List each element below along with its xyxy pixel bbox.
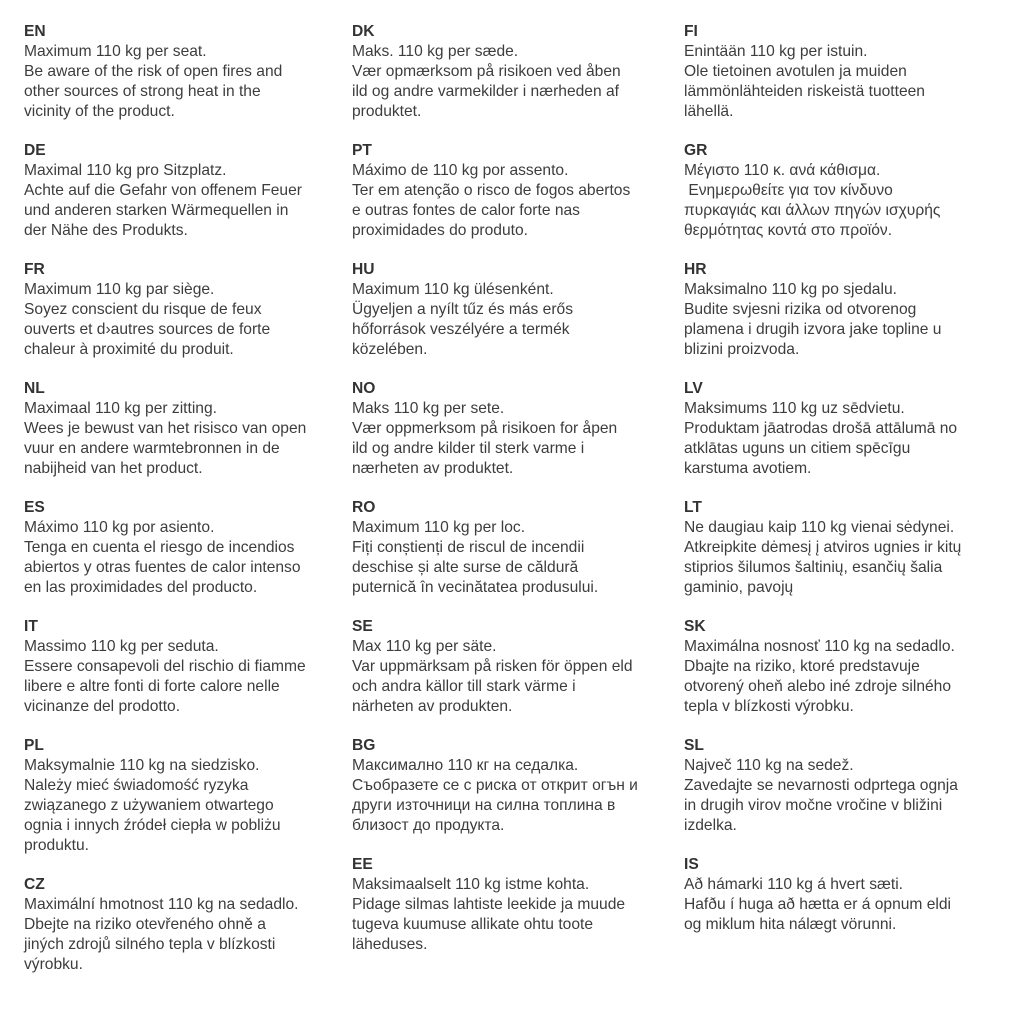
text-line: Maksimums 110 kg uz sēdvietu. bbox=[684, 400, 905, 417]
text-line: nabijheid van het product. bbox=[24, 460, 203, 477]
language-block bbox=[352, 498, 684, 598]
instruction-text bbox=[24, 42, 352, 122]
text-line: Pidage silmas lahtiste leekide ja muude bbox=[352, 896, 626, 913]
instruction-text bbox=[24, 637, 352, 717]
text-line: Maximálna nosnosť 110 kg na sedadlo. bbox=[684, 638, 955, 655]
text-line: Maximum 110 kg per loc. bbox=[352, 519, 526, 536]
text-line: Maksimaalselt 110 kg istme kohta. bbox=[352, 876, 590, 893]
language-code-heading: FI bbox=[684, 23, 698, 40]
text-line: Enintään 110 kg per istuin. bbox=[684, 43, 868, 60]
text-line: jiných zdrojů silného tepla v blízkosti bbox=[24, 936, 276, 953]
text-line: Съобразете се с риска от открит огън и bbox=[352, 777, 638, 794]
language-block bbox=[684, 855, 1024, 935]
text-line: tepla v blízkosti výrobku. bbox=[684, 698, 854, 715]
text-line: libere e altre fonti di forte calore nelle bbox=[24, 678, 280, 695]
text-line: Največ 110 kg na sedež. bbox=[684, 757, 854, 774]
language-code-heading: SK bbox=[684, 618, 706, 635]
text-line: ild og andre kilder til sterk varme i bbox=[352, 440, 585, 457]
text-line: puternică în vecinătatea produsului. bbox=[352, 579, 599, 596]
language-block bbox=[684, 260, 1024, 360]
language-block bbox=[684, 736, 1024, 836]
language-code-heading: PT bbox=[352, 142, 372, 159]
language-block bbox=[24, 260, 352, 360]
text-line: Produktam jāatrodas drošā attālumā no bbox=[684, 420, 958, 437]
language-block bbox=[684, 498, 1024, 598]
text-line: ild og andre varmekilder i nærheden af bbox=[352, 83, 619, 100]
column-right bbox=[684, 22, 1024, 1024]
text-line: Μέγιστο 110 κ. ανά κάθισμα. bbox=[684, 162, 881, 179]
text-line: produktu. bbox=[24, 837, 90, 854]
text-line: Atkreipkite dėmesį į atviros ugnies ir kitų bbox=[684, 539, 962, 556]
language-block bbox=[684, 141, 1024, 241]
instruction-text bbox=[684, 280, 1024, 360]
text-line: lähellä. bbox=[684, 103, 734, 120]
language-code-heading: PL bbox=[24, 737, 44, 754]
text-line: Ügyeljen a nyílt tűz és más erős bbox=[352, 301, 574, 318]
column-left bbox=[24, 22, 352, 1024]
text-line: og miklum hita nálægt vörunni. bbox=[684, 916, 897, 933]
language-block bbox=[684, 617, 1024, 717]
text-line: plamena i drugih izvora jake topline u bbox=[684, 321, 942, 338]
instruction-text bbox=[352, 637, 684, 717]
text-line: in drugih virov močne vročine v bližini bbox=[684, 797, 943, 814]
text-line: други източници на силна топлина в bbox=[352, 797, 616, 814]
instruction-text bbox=[352, 875, 684, 955]
language-block bbox=[24, 379, 352, 479]
text-line: Maximum 110 kg per seat. bbox=[24, 43, 207, 60]
language-code-heading: IT bbox=[24, 618, 38, 635]
instruction-text bbox=[352, 518, 684, 598]
language-block bbox=[352, 379, 684, 479]
text-line: Ole tietoinen avotulen ja muiden bbox=[684, 63, 907, 80]
language-block bbox=[24, 141, 352, 241]
language-code-heading: NO bbox=[352, 380, 376, 397]
language-block bbox=[352, 260, 684, 360]
language-block bbox=[24, 617, 352, 717]
text-line: Maximum 110 kg ülésenként. bbox=[352, 281, 554, 298]
instruction-text bbox=[352, 161, 684, 241]
text-line: Максимално 110 кг на седалка. bbox=[352, 757, 579, 774]
text-line: Maximum 110 kg par siège. bbox=[24, 281, 215, 298]
text-line: Að hámarki 110 kg á hvert sæti. bbox=[684, 876, 903, 893]
language-code-heading: LV bbox=[684, 380, 703, 397]
language-code-heading: SE bbox=[352, 618, 373, 635]
text-line: vicinity of the product. bbox=[24, 103, 175, 120]
language-code-heading: BG bbox=[352, 737, 376, 754]
text-line: Należy mieć świadomość ryzyka bbox=[24, 777, 249, 794]
text-line: en las proximidades del producto. bbox=[24, 579, 258, 596]
instruction-text bbox=[684, 518, 1024, 598]
text-line: und anderen starken Wärmequellen in bbox=[24, 202, 289, 219]
text-line: läheduses. bbox=[352, 936, 428, 953]
text-line: Soyez conscient du risque de feux bbox=[24, 301, 262, 318]
text-line: Be aware of the risk of open fires and bbox=[24, 63, 283, 80]
instruction-text bbox=[684, 637, 1024, 717]
instruction-text bbox=[24, 280, 352, 360]
language-code-heading: ES bbox=[24, 499, 45, 516]
instruction-text bbox=[24, 399, 352, 479]
text-line: och andra källor till stark värme i bbox=[352, 678, 576, 695]
instruction-text bbox=[352, 280, 684, 360]
text-line: πυρκαγιάς και άλλων πηγών ισχυρής bbox=[684, 202, 941, 219]
instruction-text bbox=[684, 161, 1024, 241]
text-line: Hafðu í huga að hætta er á opnum eldi bbox=[684, 896, 952, 913]
text-line: atklātas uguns un citiem spēcīgu bbox=[684, 440, 911, 457]
language-code-heading: NL bbox=[24, 380, 45, 397]
language-code-heading: EN bbox=[24, 23, 46, 40]
language-code-heading: RO bbox=[352, 499, 376, 516]
language-block bbox=[352, 617, 684, 717]
text-line: výrobku. bbox=[24, 956, 83, 973]
instruction-text bbox=[684, 756, 1024, 836]
language-code-heading: GR bbox=[684, 142, 708, 159]
text-line: Tenga en cuenta el riesgo de incendios bbox=[24, 539, 295, 556]
text-line: e outras fontes de calor forte nas bbox=[352, 202, 580, 219]
text-line: otvorený oheň alebo iné zdroje silného bbox=[684, 678, 952, 695]
text-line: ouverts et d›autres sources de forte bbox=[24, 321, 271, 338]
text-line: Budite svjesni rizika od otvorenog bbox=[684, 301, 917, 318]
text-line: Ter em atenção o risco de fogos abertos bbox=[352, 182, 631, 199]
text-line: tugeva kuumuse allikate ohtu toote bbox=[352, 916, 593, 933]
language-block bbox=[24, 498, 352, 598]
text-line: produktet. bbox=[352, 103, 422, 120]
language-code-heading: CZ bbox=[24, 876, 45, 893]
language-block bbox=[684, 22, 1024, 122]
language-code-heading: DE bbox=[24, 142, 46, 159]
text-line: der Nähe des Produkts. bbox=[24, 222, 188, 239]
column-middle bbox=[352, 22, 684, 1024]
text-line: izdelka. bbox=[684, 817, 737, 834]
text-line: abiertos y otras fuentes de calor intenso bbox=[24, 559, 301, 576]
instruction-text bbox=[352, 399, 684, 479]
text-line: Maximální hmotnost 110 kg na sedadlo. bbox=[24, 896, 299, 913]
language-block bbox=[352, 736, 684, 836]
text-line: közelében. bbox=[352, 341, 428, 358]
text-line: związanego z używaniem otwartego bbox=[24, 797, 274, 814]
text-line: ognia i innych źródeł ciepła w pobliżu bbox=[24, 817, 281, 834]
language-code-heading: EE bbox=[352, 856, 373, 873]
language-code-heading: HU bbox=[352, 261, 375, 278]
text-line: karstuma avotiem. bbox=[684, 460, 812, 477]
text-line: Maks. 110 kg per sæde. bbox=[352, 43, 519, 60]
text-line: Max 110 kg per säte. bbox=[352, 638, 497, 655]
text-line: близост до продукта. bbox=[352, 817, 505, 834]
text-line: Máximo 110 kg por asiento. bbox=[24, 519, 215, 536]
instruction-text bbox=[352, 42, 684, 122]
text-line: Var uppmärksam på risken för öppen eld bbox=[352, 658, 633, 675]
text-line: Wees je bewust van het risisco van open bbox=[24, 420, 307, 437]
text-line: hőforrások veszélyére a termék bbox=[352, 321, 570, 338]
instruction-text bbox=[684, 42, 1024, 122]
text-line: Ενημερωθείτε για τον κίνδυνο bbox=[684, 182, 893, 199]
text-line: vuur en andere warmtebronnen in de bbox=[24, 440, 280, 457]
language-block bbox=[24, 736, 352, 856]
text-line: stiprios šilumos šaltinių, esančių šalia bbox=[684, 559, 943, 576]
instruction-text bbox=[352, 756, 684, 836]
text-line: blizini proizvoda. bbox=[684, 341, 800, 358]
text-line: proximidades do produto. bbox=[352, 222, 528, 239]
language-code-heading: LT bbox=[684, 499, 702, 516]
instruction-text bbox=[24, 895, 352, 975]
text-line: närheten av produkten. bbox=[352, 698, 513, 715]
text-line: Vær oppmerksom på risikoen for åpen bbox=[352, 420, 618, 437]
language-code-heading: DK bbox=[352, 23, 375, 40]
text-line: Achte auf die Gefahr von offenem Feuer bbox=[24, 182, 302, 199]
text-line: Zavedajte se nevarnosti odprtega ognja bbox=[684, 777, 958, 794]
text-line: Máximo de 110 kg por assento. bbox=[352, 162, 569, 179]
text-line: lämmönlähteiden riskeistä tuotteen bbox=[684, 83, 925, 100]
text-line: Maximaal 110 kg per zitting. bbox=[24, 400, 217, 417]
text-line: other sources of strong heat in the bbox=[24, 83, 261, 100]
text-line: Maksimalno 110 kg po sjedalu. bbox=[684, 281, 897, 298]
text-line: Maximal 110 kg pro Sitzplatz. bbox=[24, 162, 227, 179]
instruction-text bbox=[24, 161, 352, 241]
language-block bbox=[24, 22, 352, 122]
text-line: nærheten av produktet. bbox=[352, 460, 514, 477]
text-line: Dbejte na riziko otevřeného ohně a bbox=[24, 916, 266, 933]
text-line: vicinanze del prodotto. bbox=[24, 698, 181, 715]
language-block bbox=[352, 855, 684, 955]
instruction-text bbox=[684, 399, 1024, 479]
text-line: Ne daugiau kaip 110 kg vienai sėdynei. bbox=[684, 519, 955, 536]
text-line: Maks 110 kg per sete. bbox=[352, 400, 505, 417]
instruction-text bbox=[24, 756, 352, 856]
text-line: Dbajte na riziko, ktoré predstavuje bbox=[684, 658, 920, 675]
text-line: Essere consapevoli del rischio di fiamme bbox=[24, 658, 306, 675]
language-code-heading: FR bbox=[24, 261, 45, 278]
instruction-text bbox=[24, 518, 352, 598]
text-line: Vær opmærksom på risikoen ved åben bbox=[352, 63, 621, 80]
language-block bbox=[352, 22, 684, 122]
language-code-heading: SL bbox=[684, 737, 704, 754]
text-line: Fiți conștienți de riscul de incendii bbox=[352, 539, 585, 556]
text-line: Massimo 110 kg per seduta. bbox=[24, 638, 219, 655]
language-code-heading: IS bbox=[684, 856, 699, 873]
text-line: chaleur à proximité du produit. bbox=[24, 341, 234, 358]
language-block bbox=[684, 379, 1024, 479]
text-line: Maksymalnie 110 kg na siedzisko. bbox=[24, 757, 260, 774]
text-line: deschise și alte surse de căldură bbox=[352, 559, 579, 576]
language-code-heading: HR bbox=[684, 261, 707, 278]
instruction-text bbox=[684, 875, 1024, 935]
text-line: θερμότητας κοντά στο προϊόν. bbox=[684, 222, 893, 239]
text-line: gaminio, pavojų bbox=[684, 579, 794, 596]
language-block bbox=[352, 141, 684, 241]
language-block bbox=[24, 875, 352, 975]
